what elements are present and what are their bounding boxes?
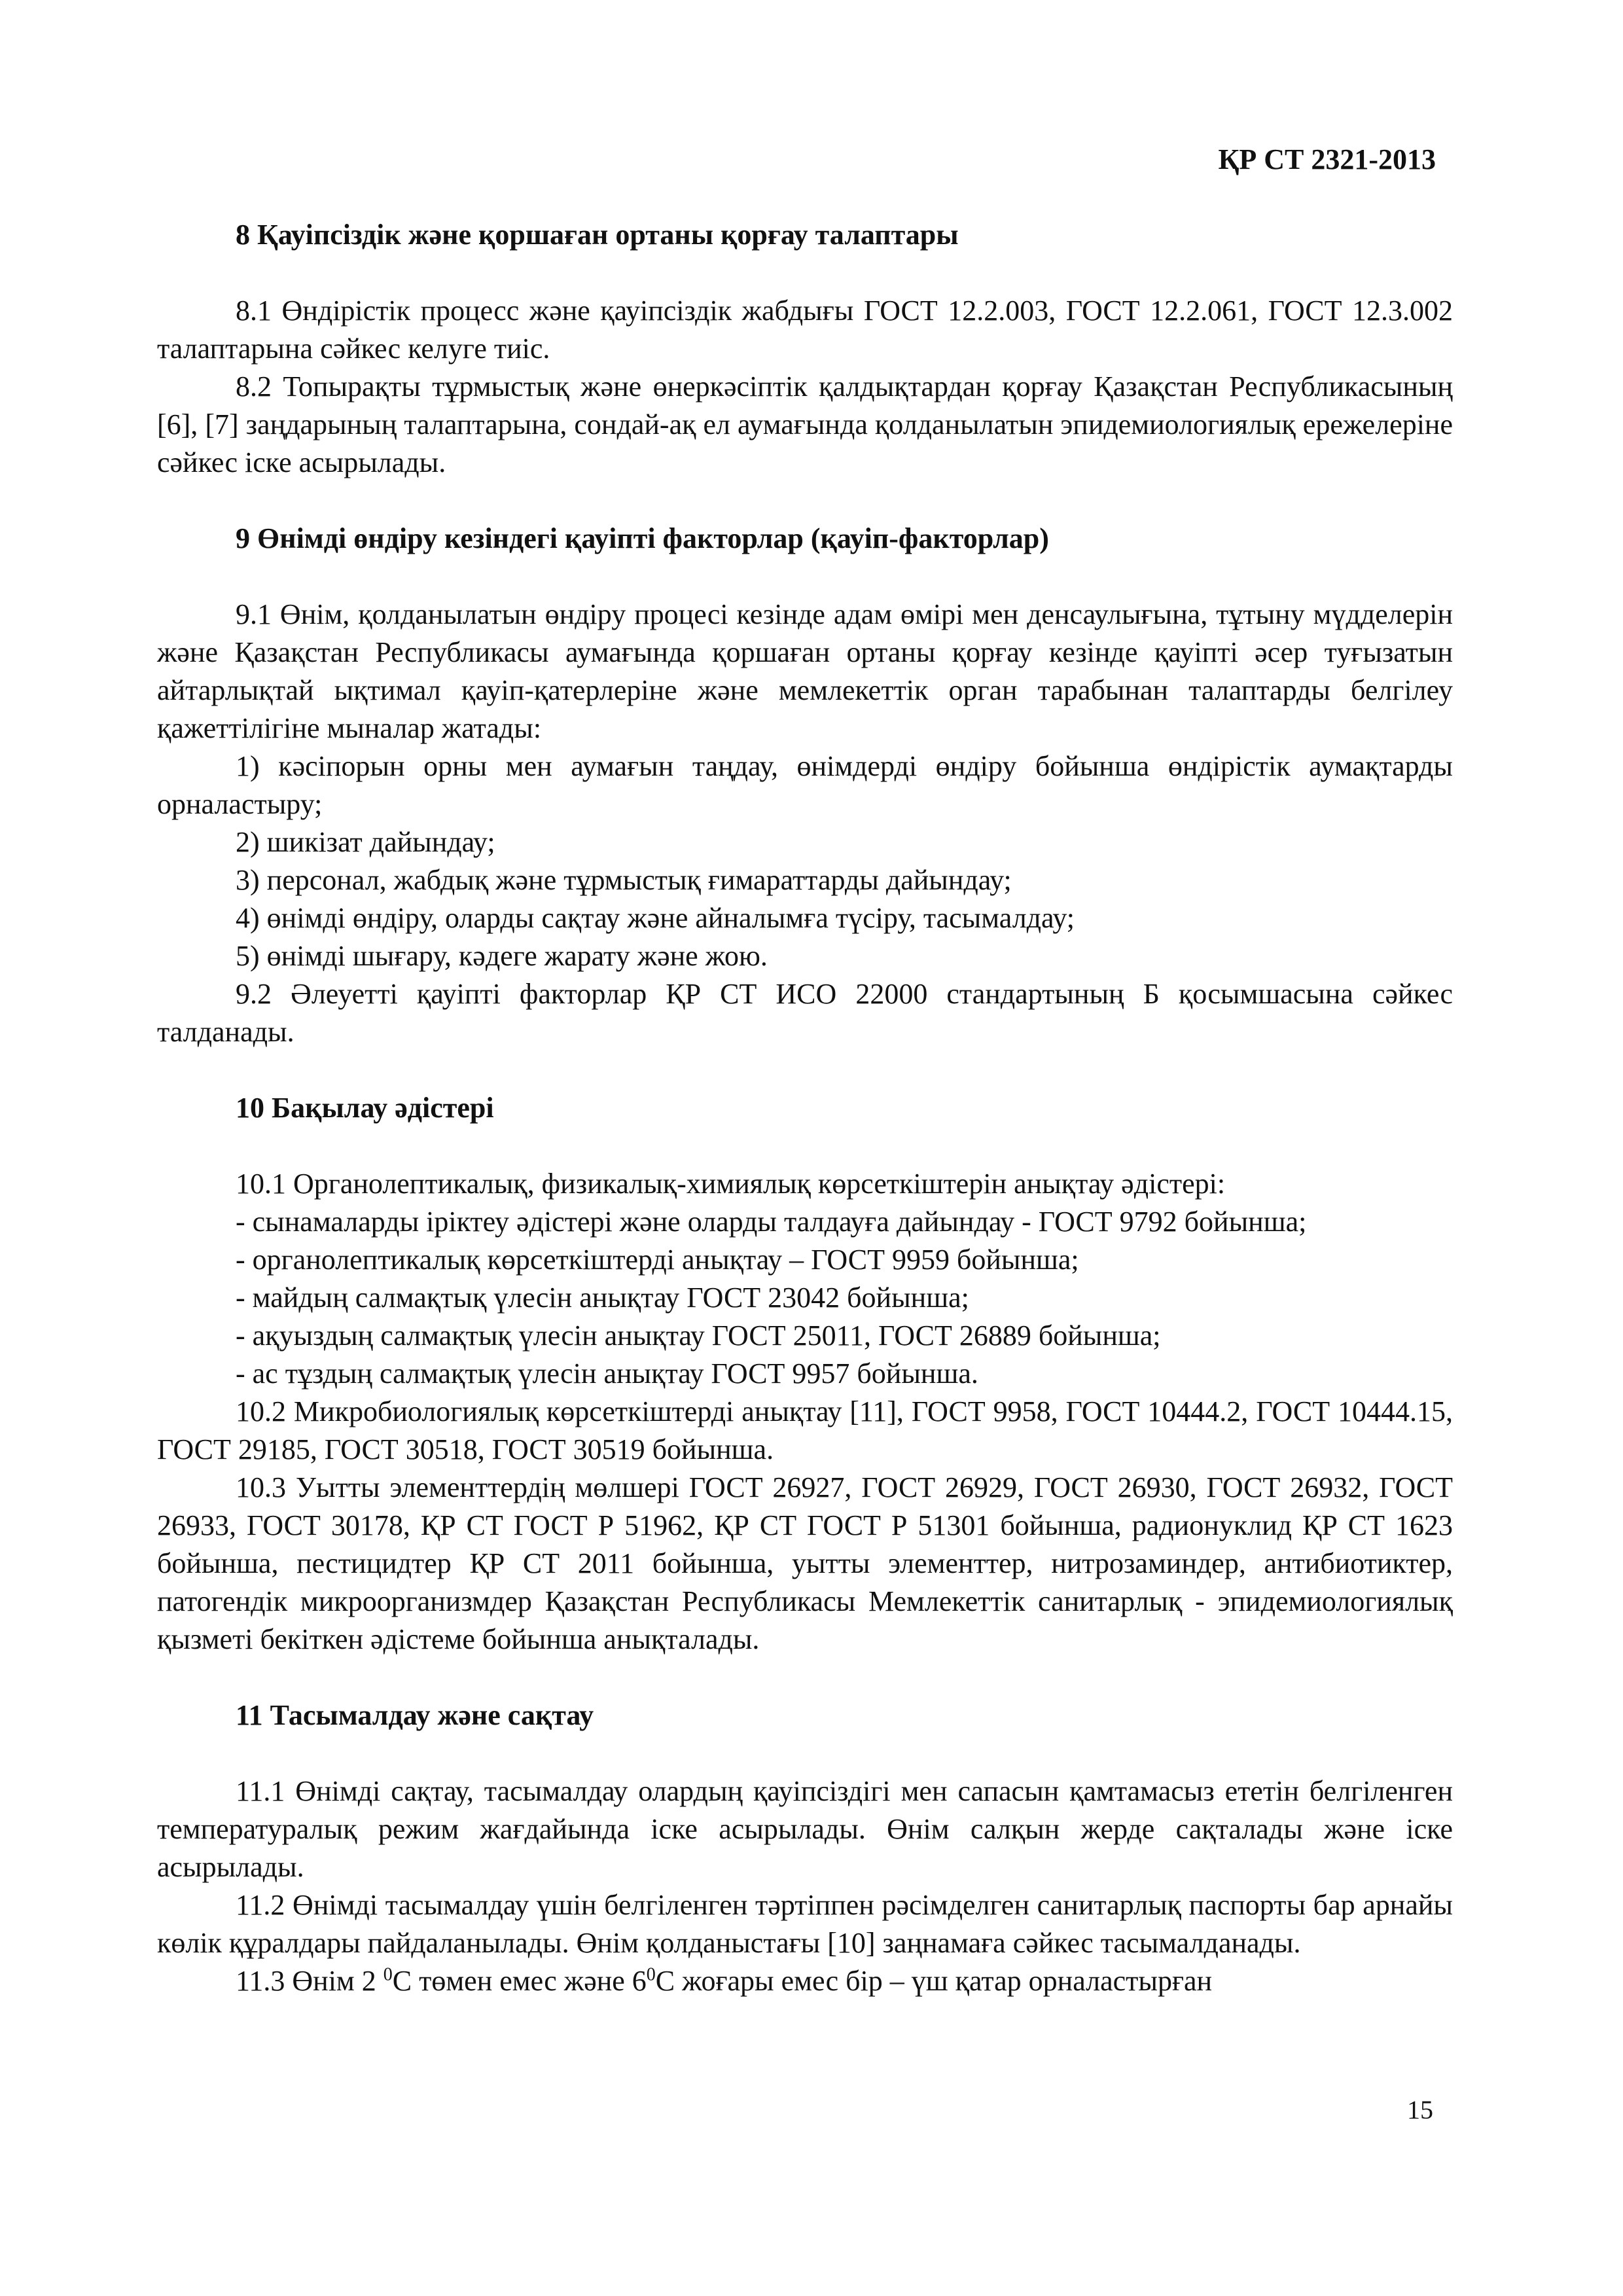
list-item: 1) кәсіпорын орны мен аумағын таңдау, өнімдерді өндіру бойынша өндірістік аумақтарды орналастыру; [157, 750, 1453, 820]
list-item: - ақуыздың салмақтық үлесін анықтау ГОСТ 25011, ГОСТ 26889 бойынша; [236, 1319, 1161, 1352]
paragraph-10-3: 10.3 Уытты элементтердің мөлшері ГОСТ 26927, ГОСТ 26929, ГОСТ 26930, ГОСТ 26932, ГОСТ 26933, ГОСТ 30178, ҚР СТ ГОСТ Р 51962, ҚР СТ ГОСТ Р 51301 бойынша, радионуклид ҚР СТ 1623 бойынша, пестицидтер ҚР СТ 2011 бойынша, уытты элементтер, нитрозаминдер, антибиотиктер, патогендік микроорганизмдер Қазақстан Республикасы Мемлекеттік санитарлық - эпидемиологиялық қызметі бекіткен әдістеме бойынша анықталады. [157, 1471, 1453, 1655]
paragraph-10-2: 10.2 Микробиологиялық көрсеткіштерді анықтау [11], ГОСТ 9958, ГОСТ 10444.2, ГОСТ 10444.15, ГОСТ 29185, ГОСТ 30518, ГОСТ 30519 бойынша. [157, 1395, 1453, 1465]
paragraph-8-2: 8.2 Топырақты тұрмыстық және өнеркәсіптік қалдықтардан қорғау Қазақстан Республикасының [6], [7] заңдарының талаптарына, сондай-ақ ел аумағында қолданылатын эпидемиологиялық ережелеріне сәйкес іске асырылады. [157, 370, 1453, 478]
paragraph-8-1: 8.1 Өндірістік процесс және қауіпсіздік жабдығы ГОСТ 12.2.003, ГОСТ 12.2.061, ГОСТ 12.3.002 талаптарына сәйкес келуге тиіс. [157, 295, 1453, 365]
paragraph-11-2: 11.2 Өнімді тасымалдау үшін белгіленген тәртіппен рәсімделген санитарлық паспорты бар арнайы көлік құралдары пайдаланылады. Өнім қолданыстағы [10] заңнамаға сәйкес тасымалданады. [157, 1889, 1453, 1959]
section-11-heading: 11 Тасымалдау және сақтау [236, 1699, 594, 1731]
section-8-heading: 8 Қауіпсіздік және қоршаған ортаны қорғау талаптары [236, 219, 959, 251]
list-item: - сынамаларды іріктеу әдістері және оларды талдауға дайындау - ГОСТ 9792 бойынша; [236, 1206, 1307, 1238]
paragraph-11-3-part-a: 11.3 Өнім 2 [236, 1965, 383, 1997]
list-item: - майдың салмақтық үлесін анықтау ГОСТ 23042 бойынша; [236, 1282, 969, 1314]
list-item: 4) өнімді өндіру, оларды сақтау және айналымға түсіру, тасымалдау; [236, 902, 1075, 934]
paragraph-9-2: 9.2 Әлеуетті қауіпті факторлар ҚР СТ ИСО 22000 стандартының Б қосымшасына сәйкес талданады. [157, 978, 1453, 1048]
list-item: - ас тұздың салмақтық үлесін анықтау ГОСТ 9957 бойынша. [236, 1357, 978, 1390]
list-item: - органолептикалық көрсеткіштерді анықтау – ГОСТ 9959 бойынша; [236, 1244, 1079, 1276]
document-body [157, 216, 1453, 2000]
page-number: 15 [1407, 2095, 1433, 2125]
list-item: 2) шикізат дайындау; [236, 826, 495, 858]
list-item: 5) өнімді шығару, кәдеге жарату және жою. [236, 940, 768, 972]
degree-superscript: 0 [646, 1964, 656, 1985]
paragraph-9-1: 9.1 Өнім, қолданылатын өндіру процесі кезінде адам өмірі мен денсаулығына, тұтыну мүдделерін және Қазақстан Республикасы аумағында қоршаған ортаны қорғау кезінде қауіпті әсер туғызатын айтарлықтай ықтимал қауіп-қатерлеріне және мемлекеттік орган тарабынан талаптарды белгілеу қажеттілігіне мыналар жатады: [157, 598, 1453, 744]
paragraph-10-1: 10.1 Органолептикалық, физикалық-химиялық көрсеткіштерін анықтау әдістері: [236, 1168, 1226, 1200]
degree-superscript: 0 [383, 1964, 393, 1985]
paragraph-11-3-part-b: С төмен емес және 6 [392, 1965, 647, 1997]
paragraph-11-1: 11.1 Өнімді сақтау, тасымалдау олардың қауіпсіздігі мен сапасын қамтамасыз ететін белгіленген температуралық режим жағдайында іске асырылады. Өнім салқын жерде сақталады және іске асырылады. [157, 1775, 1453, 1883]
section-10-heading: 10 Бақылау әдістері [236, 1092, 494, 1124]
paragraph-11-3-part-c: С жоғары емес бір – үш қатар орналастырған [655, 1965, 1213, 1997]
standard-code-header: ҚР СТ 2321-2013 [1218, 143, 1436, 175]
section-9-heading: 9 Өнімді өндіру кезіндегі қауіпті факторлар (қауіп-факторлар) [236, 522, 1049, 554]
list-item: 3) персонал, жабдық және тұрмыстық ғимараттарды дайындау; [236, 864, 1012, 896]
paragraph-11-3 [157, 1962, 1453, 2000]
